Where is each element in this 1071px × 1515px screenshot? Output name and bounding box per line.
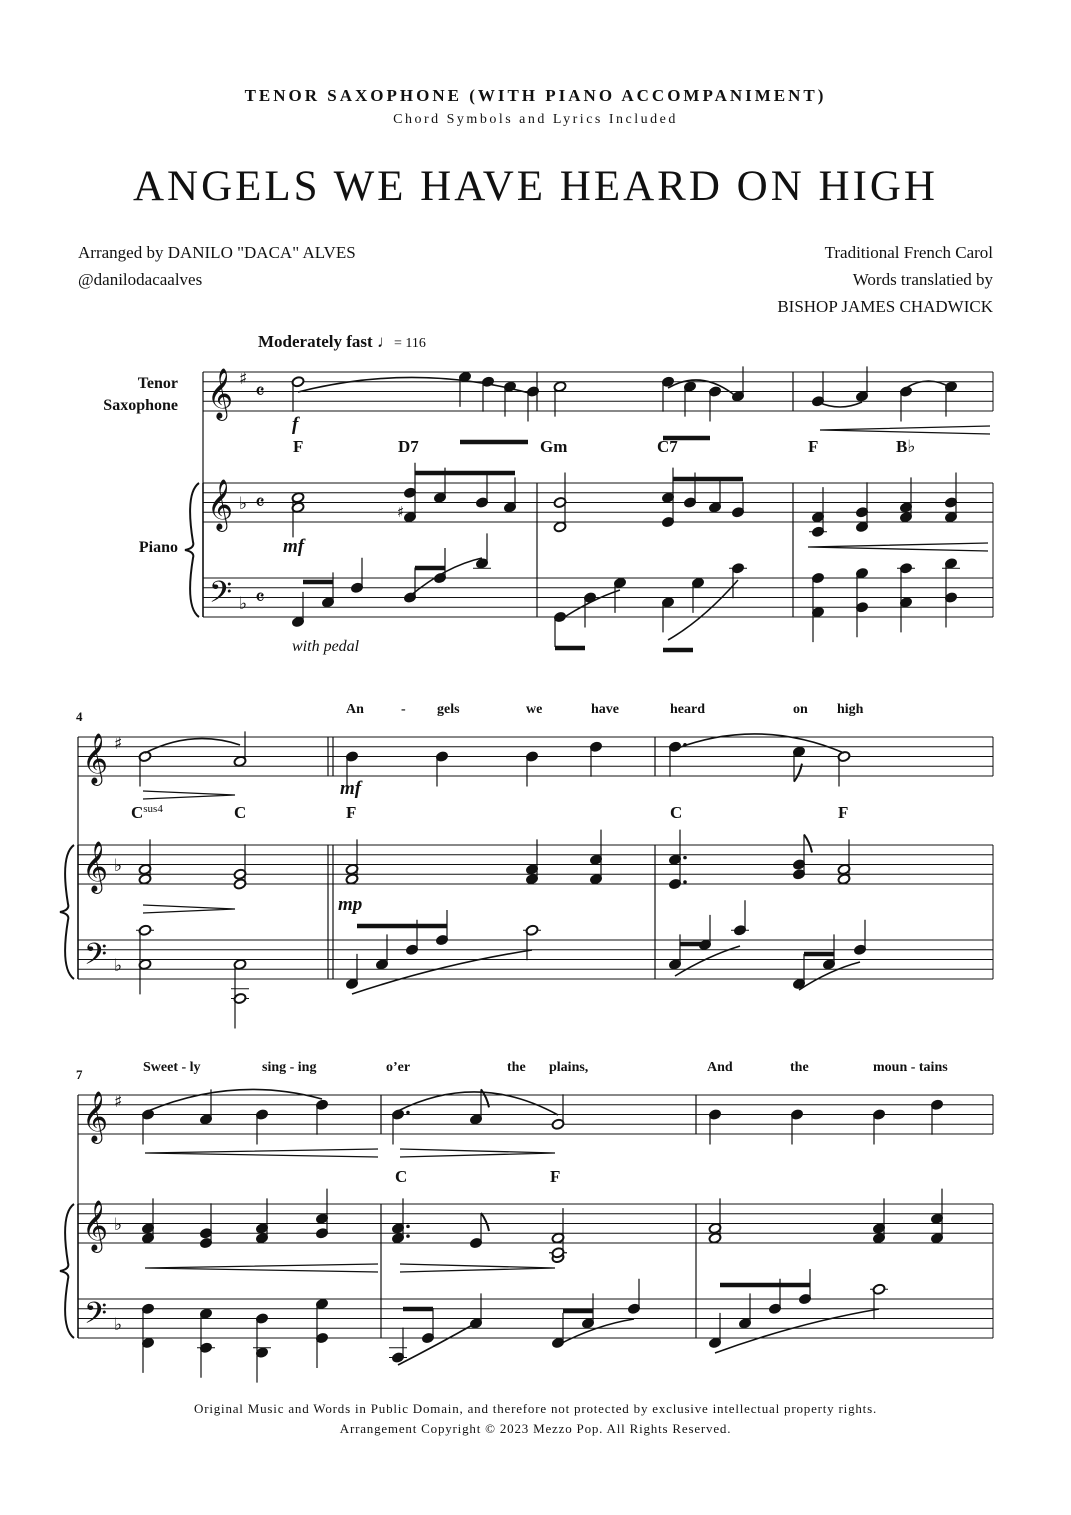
quarter-note-icon: ♩ — [376, 332, 394, 351]
tempo-text: Moderately fast — [258, 332, 373, 351]
piano-brace-icon — [185, 483, 199, 617]
augmentation-dot — [406, 1111, 410, 1115]
crescendo-hairpin — [820, 426, 990, 434]
slur — [410, 558, 482, 596]
flat-key-signature-icon: ♭ — [114, 1215, 123, 1235]
subtitle: Chord Symbols and Lyrics Included — [393, 112, 678, 127]
slur — [145, 739, 240, 753]
slur — [352, 950, 532, 994]
slur — [675, 946, 740, 976]
lyric: - — [401, 702, 406, 717]
tempo-marking — [258, 332, 426, 352]
lyric: sing - ing — [262, 1060, 317, 1075]
chord-symbol: C7 — [657, 437, 678, 456]
chord-symbol-csus4 — [131, 803, 163, 823]
sharp-accidental-icon: ♯ — [397, 503, 405, 521]
decrescendo-hairpin — [400, 1264, 555, 1272]
lyric: the — [507, 1060, 526, 1075]
chord-symbol: F — [293, 437, 304, 456]
piano-brace-icon — [60, 1204, 74, 1338]
slur — [558, 1319, 634, 1345]
piano-brace-icon — [60, 845, 74, 979]
chord-symbol: B♭ — [896, 437, 916, 456]
lyric: on — [793, 702, 808, 717]
flag — [804, 835, 812, 853]
lyric: heard — [670, 702, 705, 717]
lyric: we — [526, 702, 543, 717]
lyric: Sweet - ly — [143, 1060, 201, 1075]
lyric: o’er — [386, 1060, 411, 1075]
crescendo-hairpin — [808, 543, 988, 551]
flat-key-signature-icon: ♭ — [114, 856, 123, 876]
translation-label: Words translatied by — [852, 270, 993, 289]
common-time-icon: 𝄴 — [255, 491, 265, 516]
bass-clef-icon: 𝄢 — [84, 1297, 108, 1338]
lyric: have — [591, 702, 619, 717]
lyric: And — [707, 1060, 733, 1075]
treble-clef-icon: 𝄞 — [82, 1091, 109, 1142]
augmentation-dot — [683, 880, 687, 884]
instrumentation-heading: TENOR SAXOPHONE (WITH PIANO ACCOMPANIMENT) — [244, 86, 827, 105]
sax-label-line2: Saxophone — [103, 397, 178, 414]
crescendo-hairpin — [145, 1264, 378, 1272]
lyric: moun - tains — [873, 1060, 948, 1075]
chord-suffix: sus4 — [143, 803, 163, 815]
bass-clef-icon: 𝄢 — [209, 576, 233, 617]
decrescendo-hairpin — [400, 1149, 555, 1157]
bass-clef-icon: 𝄢 — [84, 938, 108, 979]
sharp-key-signature-icon: ♯ — [239, 369, 248, 389]
dynamic-mezzo-forte: mf — [340, 778, 362, 799]
chord-symbol: Gm — [540, 437, 568, 456]
sax-label-line1: Tenor — [137, 375, 178, 392]
page-title: ANGELS WE HAVE HEARD ON HIGH — [132, 163, 938, 210]
flat-key-signature-icon: ♭ — [239, 494, 248, 514]
tempo-bpm: = 116 — [393, 336, 426, 351]
treble-clef-icon: 𝄞 — [207, 479, 234, 530]
footer-public-domain: Original Music and Words in Public Domain, and therefore not protected by exclusive intellectual property rights. — [194, 1401, 877, 1416]
lyric: high — [837, 702, 864, 717]
treble-clef-icon: 𝄞 — [82, 1200, 109, 1251]
decrescendo-hairpin — [143, 905, 235, 913]
measure-number: 4 — [76, 709, 83, 724]
crescendo-hairpin — [145, 1149, 378, 1157]
translator-credit: BISHOP JAMES CHADWICK — [777, 297, 993, 316]
common-time-icon: 𝄴 — [255, 586, 265, 611]
chord-symbol: D7 — [398, 437, 419, 456]
augmentation-dot — [406, 1234, 410, 1238]
flat-key-signature-icon: ♭ — [114, 956, 123, 976]
flag — [481, 1213, 489, 1231]
slur — [715, 1309, 879, 1353]
chord-symbol: C — [234, 803, 247, 822]
slur — [148, 1089, 322, 1111]
decrescendo-hairpin — [143, 791, 235, 799]
dynamic-mezzo-forte: mf — [283, 536, 305, 557]
arranger-credit: Arranged by DANILO "DACA" ALVES — [78, 243, 356, 262]
treble-clef-icon: 𝄞 — [82, 841, 109, 892]
chord-root: C — [131, 803, 144, 822]
common-time-icon: 𝄴 — [255, 380, 265, 405]
origin-credit: Traditional French Carol — [824, 243, 993, 262]
lyric: plains, — [549, 1060, 589, 1075]
flat-key-signature-icon: ♭ — [114, 1315, 123, 1335]
chord-symbol: C — [670, 803, 683, 822]
lyric: An — [346, 702, 364, 717]
lyric: the — [790, 1060, 809, 1075]
flat-key-signature-icon: ♭ — [239, 594, 248, 614]
piano-instrument-label: Piano — [138, 539, 178, 556]
arranger-handle: @danilodacaalves — [78, 270, 203, 289]
chord-symbol: F — [808, 437, 819, 456]
dynamic-forte: f — [292, 414, 299, 435]
slur — [668, 580, 738, 640]
lyric: gels — [437, 702, 460, 717]
chord-symbol: C — [395, 1167, 408, 1186]
augmentation-dot — [406, 1225, 410, 1229]
sharp-key-signature-icon: ♯ — [114, 734, 123, 754]
chord-symbol: F — [838, 803, 849, 822]
footer-copyright: Arrangement Copyright © 2023 Mezzo Pop. All Rights Reserved. — [339, 1421, 732, 1436]
slur — [668, 380, 738, 398]
treble-clef-icon: 𝄞 — [207, 368, 234, 419]
treble-clef-icon: 𝄞 — [82, 733, 109, 784]
chord-symbol: F — [346, 803, 357, 822]
sharp-key-signature-icon: ♯ — [114, 1092, 123, 1112]
sax-instrument-label — [103, 373, 178, 417]
slur — [398, 1323, 476, 1365]
measure-number: 7 — [76, 1067, 83, 1082]
augmentation-dot — [683, 856, 687, 860]
dynamic-mezzo-piano: mp — [338, 894, 363, 915]
pedal-instruction: with pedal — [292, 638, 360, 655]
chord-symbol: F — [550, 1167, 561, 1186]
slur — [818, 402, 862, 407]
